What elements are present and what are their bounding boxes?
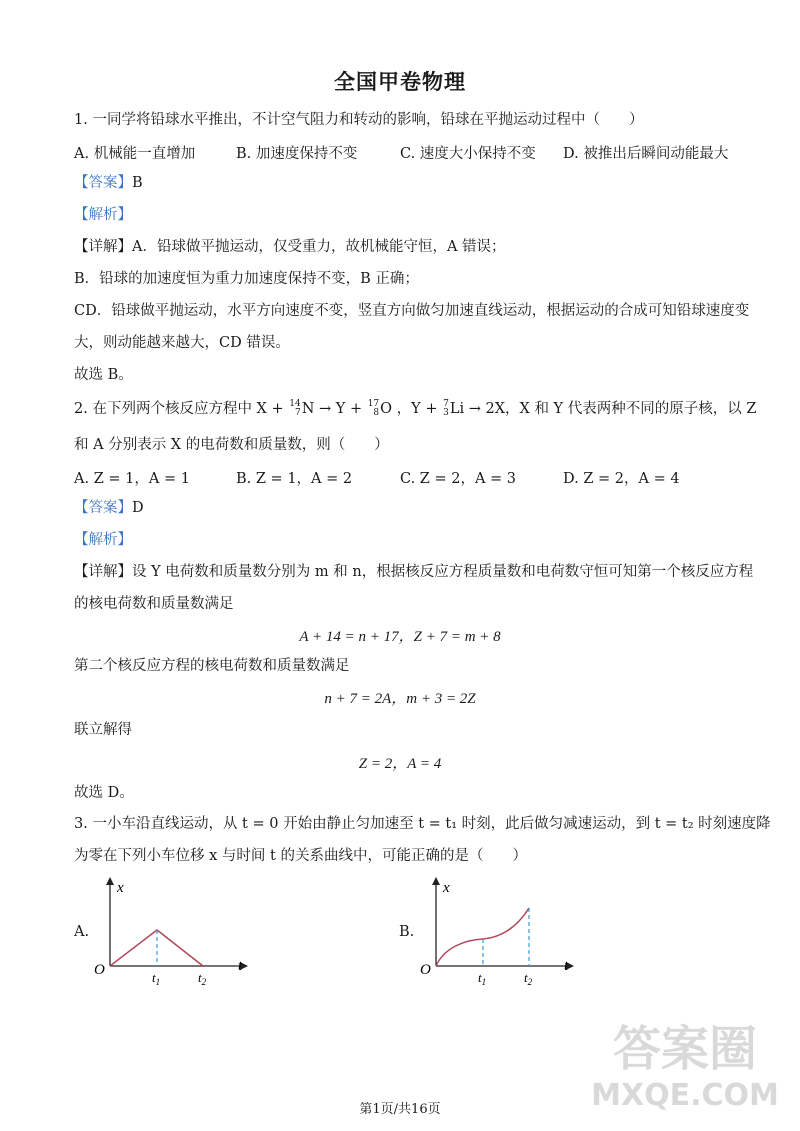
equation-2: n + 7 = 2A，m + 3 = 2Z — [324, 691, 476, 707]
origin-label: O — [420, 962, 431, 978]
q2-detail-line-3: 第二个核反应方程的核电荷数和质量数满足 — [74, 658, 350, 674]
answer-tag: 【答案】 — [74, 175, 132, 191]
x-axis-label: t — [238, 958, 243, 974]
y-axis-label: x — [443, 880, 450, 896]
page-title: 全国甲卷物理 — [334, 70, 466, 94]
y-axis-arrow-icon — [432, 877, 440, 885]
nitrogen-nuclide-numbers — [289, 400, 300, 418]
oxygen-nuclide-numbers — [368, 400, 379, 418]
analysis-tag: 【解析】 — [74, 207, 132, 223]
q2-oxygen-symbol: O ，Y + — [380, 401, 438, 417]
q2-option-b: B. Z = 1，A = 2 — [236, 471, 353, 487]
oxygen-mass: 17 — [367, 399, 380, 409]
q2-stem-suffix: Li → 2X，X 和 Y 代表两种不同的原子核，以 Z — [449, 401, 757, 417]
q1-detail-line-3: CD．铅球做平抛运动，水平方向速度不变，竖直方向做匀加速直线运动，根据运动的合成可知铅球速度变 — [74, 303, 750, 319]
graph-b-label: B. — [399, 924, 415, 940]
q1-option-a: A. 机械能一直增加 — [74, 146, 196, 162]
q2-stem-prefix: 2. 在下列两个核反应方程中 X + — [74, 401, 284, 417]
q1-option-d: D. 被推出后瞬间动能最大 — [563, 146, 729, 162]
q1-option-b: B. 加速度保持不变 — [236, 146, 358, 162]
q2-answer-row — [74, 498, 144, 518]
q2-option-a: A. Z = 1，A = 1 — [74, 471, 190, 487]
q1-stem: 1. 一同学将铅球水平推出，不计空气阻力和转动的影响，铅球在平抛运动过程中（ ） — [74, 112, 644, 128]
q1-detail-line-1: A．铅球做平抛运动，仅受重力，故机械能守恒，A 错误； — [132, 239, 506, 255]
q2-option-c: C. Z = 2，A = 3 — [400, 471, 517, 487]
nitrogen-mass: 14 — [289, 399, 301, 409]
t2-label: $t_2$ — [198, 970, 207, 987]
q3-stem-line-1: 3. 一小车沿直线运动，从 t = 0 开始由静止匀加速至 t = t₁ 时刻，此后做匀减速运动，到 t = t₂ 时刻速度降 — [74, 816, 771, 832]
q1-detail-line-2: B．铅球的加速度恒为重力加速度保持不变，B 正确； — [74, 271, 419, 287]
q2-detail-line-1: 设 Y 电荷数和质量数分别为 m 和 n，根据核反应方程质量数和电荷数守恒可知第一个核反应方程 — [132, 564, 754, 580]
q1-detail-line-5: 故选 B。 — [74, 367, 133, 383]
t1-label: $t_1$ — [478, 970, 487, 987]
nitrogen-charge: 7 — [294, 408, 301, 418]
graph-b-curve — [436, 908, 529, 966]
answer-value: B — [132, 175, 143, 191]
q1-option-c: C. 速度大小保持不变 — [400, 146, 536, 162]
y-axis-label: x — [117, 880, 124, 896]
q2-stem-line-1 — [74, 399, 756, 419]
watermark-text: 答案圈 — [612, 1021, 758, 1077]
detail-tag: 【详解】 — [74, 564, 132, 580]
q2-option-d: D. Z = 2，A = 4 — [563, 471, 680, 487]
oxygen-charge: 8 — [373, 408, 380, 418]
answer-value: D — [132, 500, 144, 516]
q1-answer-row — [74, 173, 143, 193]
q2-detail-row — [74, 562, 753, 582]
q2-detail-line-4: 联立解得 — [74, 722, 132, 738]
q2-nitrogen-symbol: N → Y + — [301, 401, 363, 417]
lithium-charge: 3 — [443, 408, 449, 418]
y-axis-arrow-icon — [106, 877, 114, 885]
q2-detail-line-5: 故选 D。 — [74, 785, 134, 801]
q2-detail-line-2: 的核电荷数和质量数满足 — [74, 596, 234, 612]
analysis-tag: 【解析】 — [74, 532, 132, 548]
q2-stem-line-2: 和 A 分别表示 X 的电荷数和质量数，则（ ） — [74, 437, 389, 453]
graph-b — [414, 872, 594, 992]
t2-label: $t_2$ — [524, 970, 533, 987]
equation-1: A + 14 = n + 17，Z + 7 = m + 8 — [299, 629, 501, 645]
t1-label: $t_1$ — [152, 970, 161, 987]
x-axis-label: t — [564, 958, 569, 974]
answer-tag: 【答案】 — [74, 500, 132, 516]
watermark-logo — [590, 1007, 780, 1117]
graph-a-label: A. — [74, 924, 90, 940]
origin-label: O — [94, 962, 105, 978]
detail-tag: 【详解】 — [74, 239, 132, 255]
q1-detail-row — [74, 237, 506, 257]
page-number: 第1页/共16页 — [359, 1102, 441, 1117]
lithium-mass: 7 — [443, 399, 449, 409]
watermark-url: MXQE.COM — [591, 1078, 779, 1113]
q1-detail-line-4: 大，则动能越来越大，CD 错误。 — [74, 335, 290, 351]
graph-a — [88, 872, 268, 992]
lithium-nuclide-numbers — [443, 400, 449, 418]
q3-stem-line-2: 为零在下列小车位移 x 与时间 t 的关系曲线中，可能正确的是（ ） — [74, 848, 527, 864]
equation-3: Z = 2，A = 4 — [358, 756, 442, 772]
